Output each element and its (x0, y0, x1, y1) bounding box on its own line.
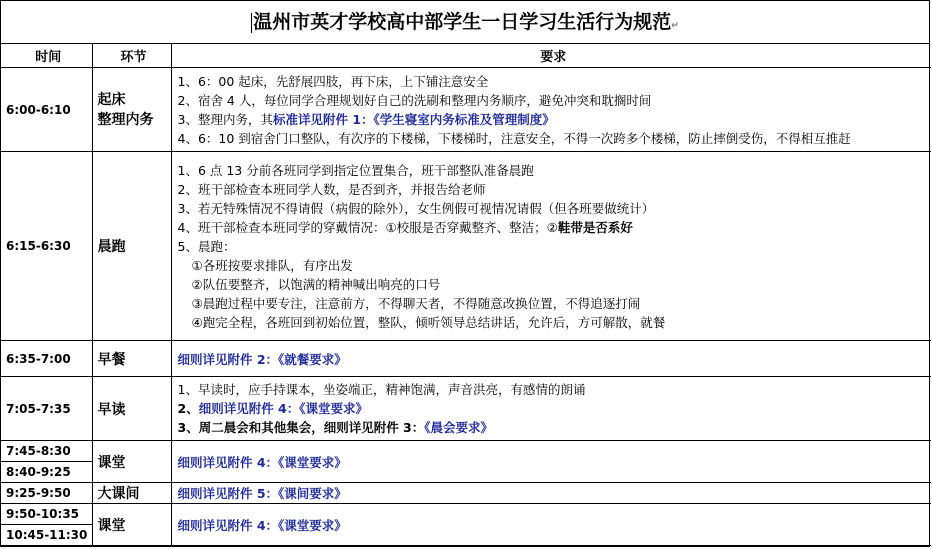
header-step: 环节 (92, 44, 171, 68)
req-line: 5、晨跑： (177, 238, 236, 254)
attachment-link[interactable]: 细则详见附件 4：《课堂要求》 (177, 454, 347, 470)
requirements-cell (171, 152, 931, 341)
header-requirements: 要求 (171, 44, 931, 68)
schedule-table (1, 44, 931, 546)
title-text: 温州市英才学校高中部学生一日学习生活行为规范 (253, 11, 672, 33)
req-line: ④跑完全程，各班回到初始位置，整队，倾听领导总结讲话，允许后，方可解散，就餐 (191, 314, 666, 330)
time-cell: 9:25-9:50 (1, 483, 92, 504)
req-line: 1、6 点 13 分前各班同学到指定位置集合，班干部整队准备晨跑 (177, 162, 534, 178)
table-row (1, 152, 931, 341)
step-cell: 早餐 (92, 341, 171, 377)
table-row (1, 68, 931, 152)
req-line (178, 418, 932, 437)
table-row (1, 377, 931, 441)
step-cell: 早读 (92, 377, 171, 441)
requirements-cell (171, 483, 931, 504)
req-line: 2、班干部检查本班同学人数，是否到齐，并报告给老师 (177, 181, 486, 197)
attachment-link[interactable]: 标准详见附件 1：《学生寝室内务标准及管理制度》 (272, 111, 555, 127)
time-cell: 7:45-8:30 (1, 441, 92, 462)
req-text: 3、整理内务，其 (177, 111, 273, 127)
req-text: 2、 (177, 401, 199, 416)
requirements-cell (171, 341, 931, 377)
step-cell: 大课间 (92, 483, 171, 504)
req-line: ②队伍要整齐，以饱满的精神喊出响亮的口号 (191, 276, 441, 292)
step-cell (92, 68, 171, 152)
table-row (1, 483, 931, 504)
req-line (178, 218, 932, 237)
table-row (1, 341, 931, 377)
step-cell: 课堂 (92, 504, 171, 546)
requirements-cell (171, 504, 931, 546)
time-cell: 8:40-9:25 (1, 462, 92, 483)
time-cell: 7:05-7:35 (1, 377, 92, 441)
requirements-cell (171, 68, 931, 152)
req-line: 3、若无特殊情况不得请假（病假的除外），女生例假可视情况请假（但各班要做统计） (177, 200, 655, 216)
req-text-bold: 3、周二晨会和其他集会，细则详见附件 3： (177, 420, 425, 435)
req-line (178, 110, 932, 129)
req-line: ①各班按要求排队，有序出发 (191, 257, 353, 273)
req-line (178, 399, 932, 418)
time-cell: 9:50-10:35 (1, 504, 92, 525)
attachment-link[interactable]: 细则详见附件 2：《就餐要求》 (177, 351, 347, 367)
attachment-link[interactable]: 细则详见附件 4：《课堂要求》 (177, 517, 347, 533)
req-line: 4、6：10 到宿舍门口整队，有次序的下楼梯，下楼梯时，注意安全，不得一次跨多个楼梯，防止摔倒受伤，不得相互推赶 (177, 130, 851, 146)
table-row (1, 504, 931, 525)
requirements-cell (171, 377, 931, 441)
req-text-bold: 鞋带是否系好 (557, 219, 633, 235)
req-line: 2、宿舍 4 人，每位同学合理规划好自己的洗刷和整理内务顺序，避免冲突和耽搁时间 (177, 92, 652, 108)
time-cell: 6:15-6:30 (1, 152, 92, 341)
attachment-link[interactable]: 细则详见附件 4：《课堂要求》 (198, 401, 369, 416)
attachment-link[interactable]: 《晨会要求》 (424, 420, 494, 435)
page-title (1, 1, 929, 44)
req-text: 4、班干部检查本班同学的穿戴情况：①校服是否穿戴整齐、整洁；② (177, 219, 558, 235)
paragraph-mark-icon: ↵ (671, 21, 679, 31)
requirements-cell (171, 441, 931, 483)
step-cell: 晨跑 (92, 152, 171, 341)
step-label: 起床 整理内务 (97, 91, 154, 128)
time-cell: 10:45-11:30 (1, 525, 92, 546)
req-line: 1、早读时，应手持课本，坐姿端正，精神饱满，声音洪亮，有感情的朗诵 (177, 382, 586, 397)
attachment-link[interactable]: 细则详见附件 5：《课间要求》 (177, 486, 347, 501)
table-row (1, 441, 931, 462)
header-time: 时间 (1, 44, 92, 68)
req-line: ③晨跑过程中要专注，注意前方，不得聊天者，不得随意改换位置，不得追逐打闹 (191, 295, 641, 311)
time-cell: 6:35-7:00 (1, 341, 92, 377)
step-cell: 课堂 (92, 441, 171, 483)
req-line: 1、6：00 起床，先舒展四肢，再下床，上下铺注意安全 (177, 73, 489, 89)
header-row (1, 44, 931, 68)
time-cell: 6:00-6:10 (1, 68, 92, 152)
